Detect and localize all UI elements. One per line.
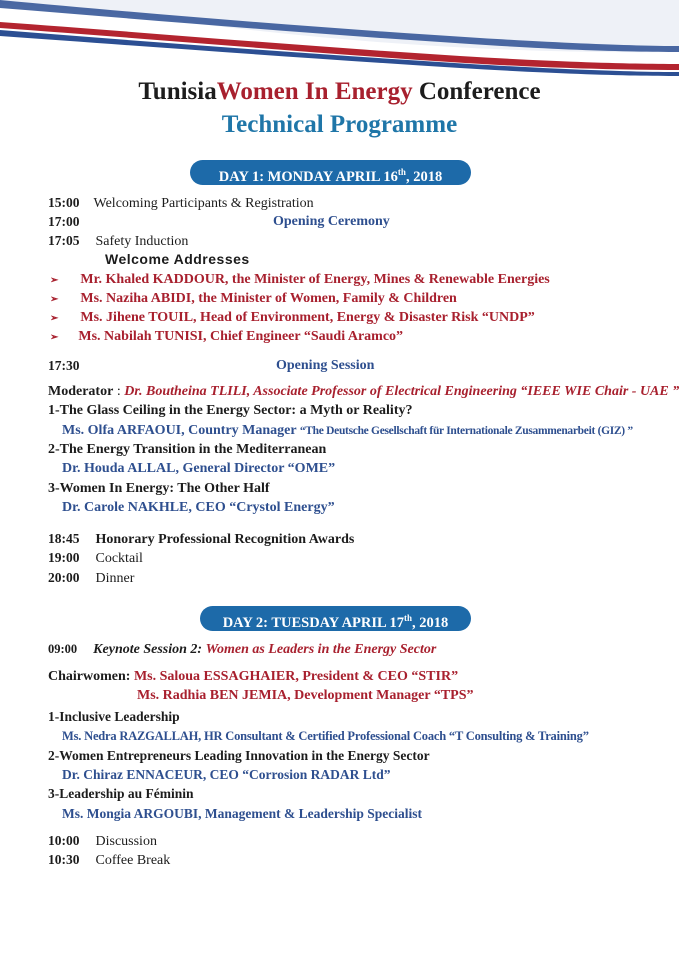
agenda-row: 10:30 Coffee Break xyxy=(48,852,171,868)
talk-speaker: Dr. Carole NAKHLE, CEO “Crystol Energy” xyxy=(62,500,335,515)
agenda-row: 15:00 Welcoming Participants & Registration xyxy=(48,195,314,211)
programme-subtitle: Technical Programme xyxy=(221,111,458,138)
agenda-row: 19:00 Cocktail xyxy=(48,550,143,566)
arrow-bullet-icon: ➢ xyxy=(50,294,59,305)
chairwoman-name: Ms. Radhia BEN JEMIA, Development Manager “TPS” xyxy=(137,688,474,703)
talk-title: 1-Inclusive Leadership xyxy=(48,709,180,724)
list-item: ➢ Ms. Nabilah TUNISI, Chief Engineer “Saudi Aramco” xyxy=(50,329,404,344)
moderator-line: Moderator : Dr. Boutheina TLILI, Associate Professor of Electrical Engineering “IEEE WIE Chair - UAE ” xyxy=(48,384,679,399)
day2-banner: DAY 2: TUESDAY APRIL 17th, 2018 xyxy=(200,606,471,631)
talk-title: 1-The Glass Ceiling in the Energy Sector: a Myth or Reality? xyxy=(48,403,413,418)
day1-banner: DAY 1: MONDAY APRIL 16th, 2018 xyxy=(190,160,471,185)
welcome-heading: Welcome Addresses xyxy=(105,251,250,267)
list-item: ➢ Mr. Khaled KADDOUR, the Minister of Energy, Mines & Renewable Energies xyxy=(50,272,550,287)
agenda-time: 17:30 xyxy=(48,358,80,373)
header-wave-decoration xyxy=(0,0,679,90)
arrow-bullet-icon: ➢ xyxy=(50,313,59,324)
chairwomen-line: Chairwomen: Ms. Saloua ESSAGHAIER, President & CEO “STIR” xyxy=(48,669,459,684)
talk-title: 2-The Energy Transition in the Mediterranean xyxy=(48,442,327,457)
talk-speaker: Ms. Olfa ARFAOUI, Country Manager “The Deutsche Gesellschaft für Internationale Zusammenarbeit (GIZ) ” xyxy=(62,423,633,438)
arrow-bullet-icon: ➢ xyxy=(50,275,59,286)
conference-title: TunisiaWomen In Energy Conference xyxy=(138,78,541,105)
list-item: ➢ Ms. Naziha ABIDI, the Minister of Women, Family & Children xyxy=(50,291,457,306)
agenda-row: 20:00 Dinner xyxy=(48,570,135,586)
talk-title: 3-Leadership au Féminin xyxy=(48,786,194,801)
talk-speaker: Dr. Houda ALLAL, General Director “OME” xyxy=(62,461,336,476)
agenda-row: 10:00 Discussion xyxy=(48,833,157,849)
arrow-bullet-icon: ➢ xyxy=(50,332,59,343)
talk-title: 3-Women In Energy: The Other Half xyxy=(48,481,270,496)
agenda-row: 18:45 Honorary Professional Recognition Awards xyxy=(48,531,355,547)
list-item: ➢ Ms. Jihene TOUIL, Head of Environment, Energy & Disaster Risk “UNDP” xyxy=(50,310,535,325)
talk-speaker: Ms. Nedra RAZGALLAH, HR Consultant & Certified Professional Coach “T Consulting & Training” xyxy=(62,729,589,743)
opening-ceremony-label: Opening Ceremony xyxy=(273,214,390,229)
agenda-row: 17:05 Safety Induction xyxy=(48,233,189,249)
talk-title: 2-Women Entrepreneurs Leading Innovation in the Energy Sector xyxy=(48,748,430,763)
agenda-time: 17:00 xyxy=(48,214,80,229)
opening-session-label: Opening Session xyxy=(276,358,375,373)
keynote-line: 09:00 Keynote Session 2: Women as Leaders in the Energy Sector xyxy=(48,642,437,657)
talk-speaker: Ms. Mongia ARGOUBI, Management & Leadership Specialist xyxy=(62,806,422,821)
talk-speaker: Dr. Chiraz ENNACEUR, CEO “Corrosion RADAR Ltd” xyxy=(62,767,391,782)
